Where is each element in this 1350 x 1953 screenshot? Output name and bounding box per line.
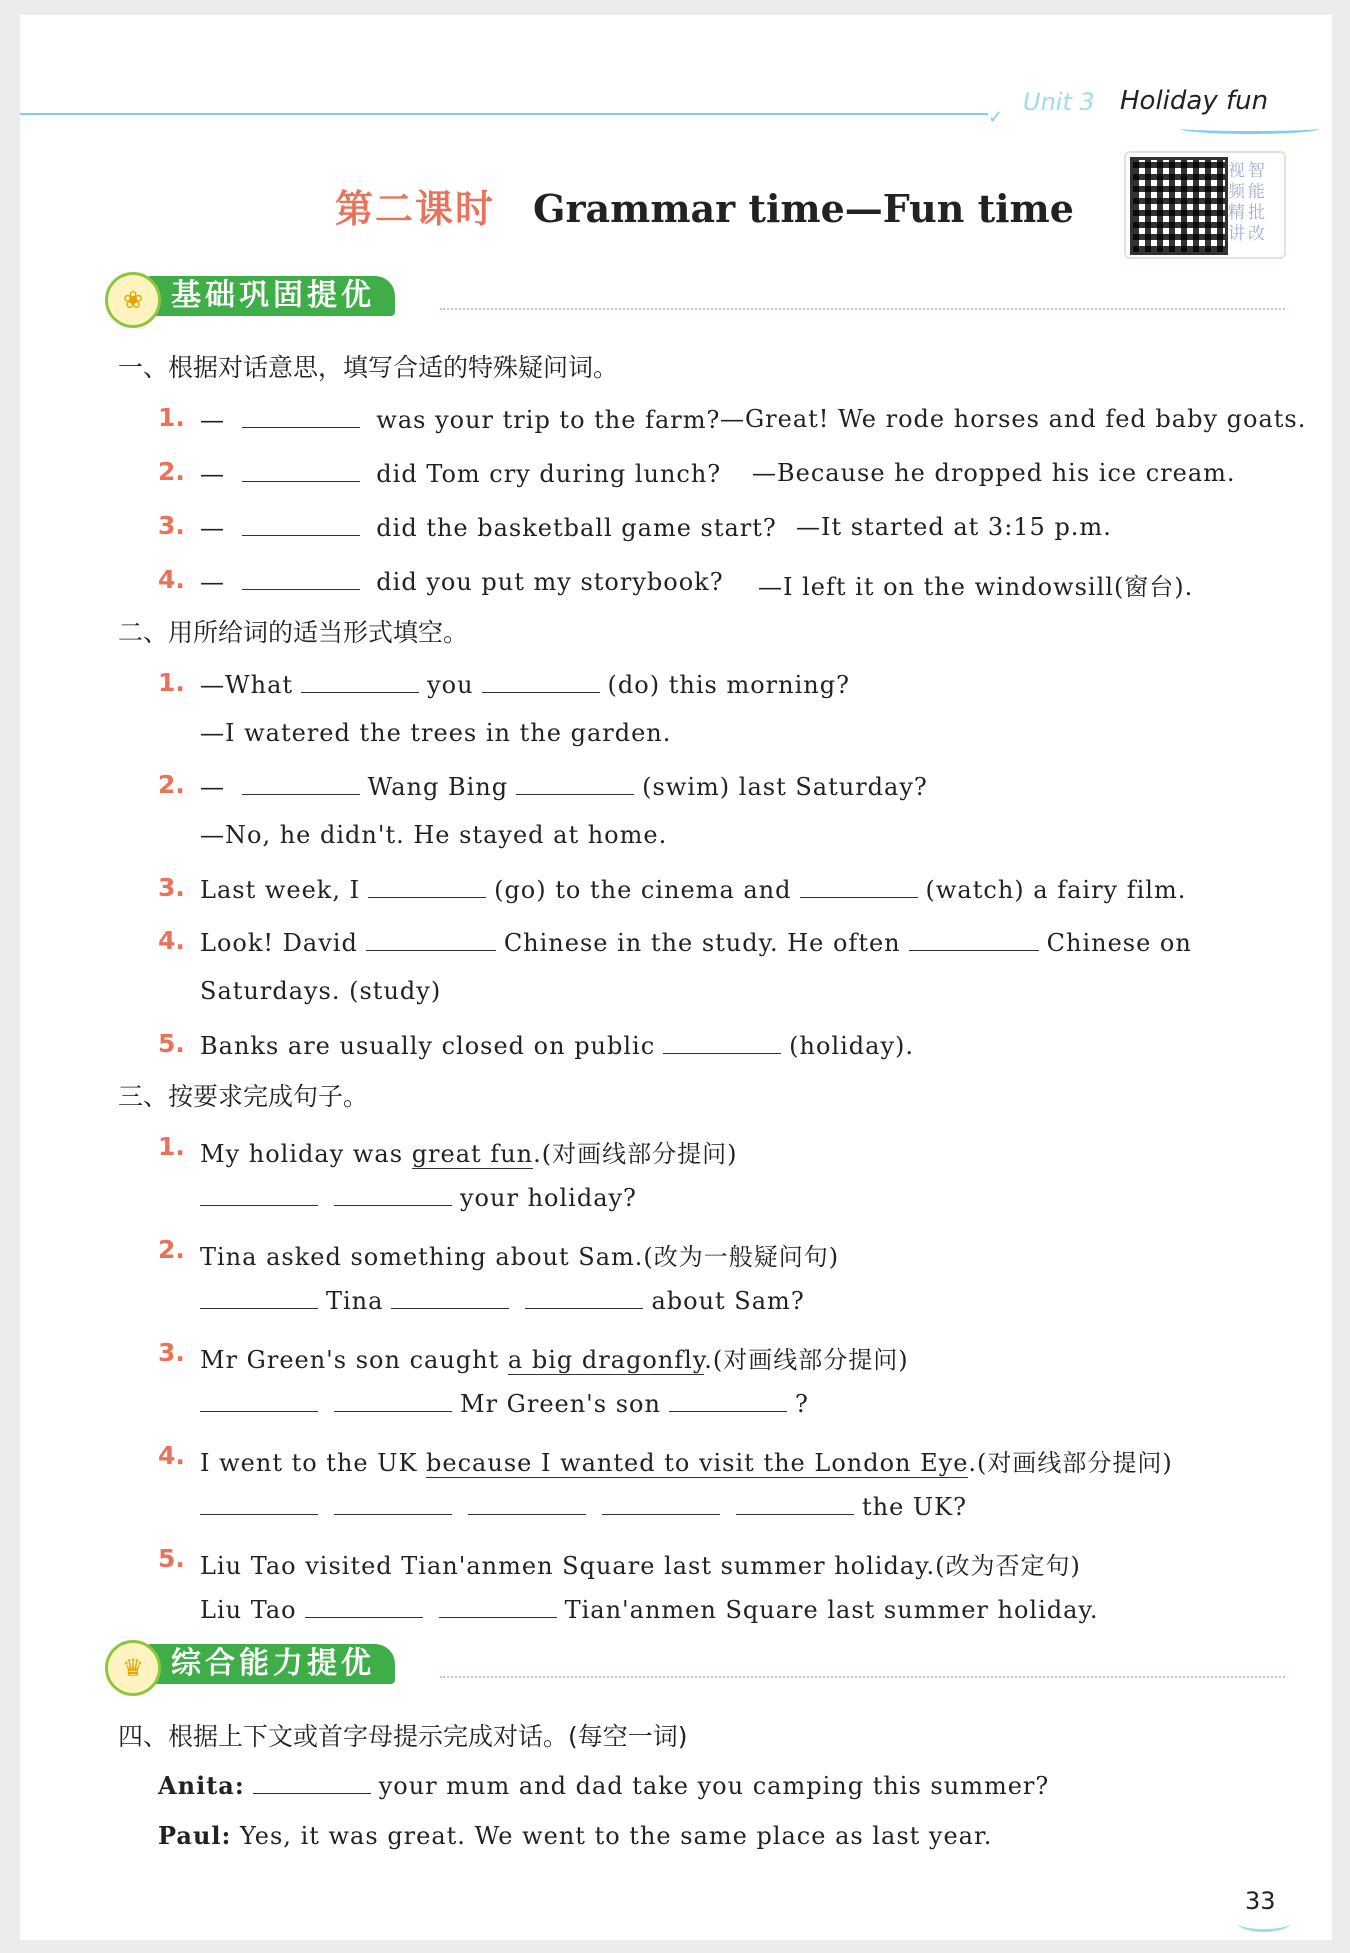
speaker-anita: Anita: xyxy=(158,1771,245,1800)
header-check-icon: ✓ xyxy=(988,107,1004,128)
s1-item4-answer: —I left it on the windowsill(窗台). xyxy=(758,573,1194,601)
banner-basic-label: 基础巩固提优 xyxy=(143,276,395,316)
answer-blank[interactable] xyxy=(200,1389,318,1412)
answer-blank[interactable] xyxy=(909,928,1039,951)
s1-item1-answer: —Great! We rode horses and fed baby goats. xyxy=(720,405,1307,433)
page-number-wave xyxy=(1238,1915,1290,1932)
answer-blank[interactable] xyxy=(242,772,360,795)
underlined-phrase: a big dragonfly xyxy=(507,1346,705,1374)
section4-title: 四、根据上下文或首字母提示完成对话。(每空一词) xyxy=(118,1722,688,1751)
s1-item4-number: 4. xyxy=(158,565,185,594)
s1-item2-number: 2. xyxy=(158,457,185,486)
s1-item2-answer: —Because he dropped his ice cream. xyxy=(752,459,1236,487)
lesson-title-cn: 第二课时 xyxy=(335,186,496,231)
s2-item3: Last week, I (go) to the cinema and (watch) a fairy film. xyxy=(200,876,1187,904)
s3-item5: Liu Tao visited Tian'anmen Square last summer holiday.(改为否定句) xyxy=(200,1552,1081,1580)
answer-blank[interactable] xyxy=(439,1595,557,1618)
s3-item3: Mr Green's son caught a big dragonfly.(对画线部分提问) xyxy=(200,1346,909,1374)
s3-item1-answer: your holiday? xyxy=(192,1183,637,1212)
s2-item3-number: 3. xyxy=(158,873,185,902)
section3-title: 三、按要求完成句子。 xyxy=(118,1082,369,1111)
s1-item2: — did Tom cry during lunch? xyxy=(200,460,722,488)
s3-item4-number: 4. xyxy=(158,1441,185,1470)
banner-divider xyxy=(440,1676,1285,1678)
header-rule xyxy=(20,113,988,115)
s1-item3: — did the basketball game start? xyxy=(200,514,777,542)
s2-item5: Banks are usually closed on public (holiday). xyxy=(200,1032,915,1060)
answer-blank[interactable] xyxy=(334,1183,452,1206)
answer-blank[interactable] xyxy=(253,1771,371,1794)
lesson-title-en: Grammar time—Fun time xyxy=(533,186,1074,231)
s2-item1: —What you (do) this morning? xyxy=(200,671,850,699)
answer-blank[interactable] xyxy=(200,1183,318,1206)
section2-title: 二、用所给词的适当形式填空。 xyxy=(118,618,469,647)
underlined-phrase: because I wanted to visit the London Eye xyxy=(426,1449,969,1477)
dialogue-line-2: Paul: Yes, it was great. We went to the same place as last year. xyxy=(158,1821,993,1850)
s3-item4: I went to the UK because I wanted to visit the London Eye.(对画线部分提问) xyxy=(200,1449,1173,1477)
s3-item3-answer: Mr Green's son ? xyxy=(192,1389,809,1418)
lesson-title xyxy=(335,178,1074,233)
s2-item5-number: 5. xyxy=(158,1029,185,1058)
workbook-page xyxy=(20,15,1332,1940)
s2-item1-reply: —I watered the trees in the garden. xyxy=(200,719,672,747)
s1-item4: — did you put my storybook? xyxy=(200,568,724,596)
s2-item4: Look! David Chinese in the study. He often Chinese on xyxy=(200,929,1192,957)
s1-item3-number: 3. xyxy=(158,511,185,540)
speaker-paul: Paul: xyxy=(158,1821,232,1850)
banner-advanced xyxy=(105,1640,1285,1684)
answer-blank[interactable] xyxy=(391,1286,509,1309)
s3-item5-number: 5. xyxy=(158,1544,185,1573)
s2-item4-number: 4. xyxy=(158,926,185,955)
answer-blank[interactable] xyxy=(200,1492,318,1515)
s3-item2: Tina asked something about Sam.(改为一般疑问句) xyxy=(200,1243,840,1271)
answer-blank[interactable] xyxy=(200,1286,318,1309)
answer-blank[interactable] xyxy=(305,1595,423,1618)
unit-label: Unit 3 xyxy=(1023,88,1095,116)
section1-title: 一、根据对话意思，填写合适的特殊疑问词。 xyxy=(118,353,619,382)
answer-blank[interactable] xyxy=(334,1389,452,1412)
s1-item1: — was your trip to the farm? xyxy=(200,406,721,434)
s1-item1-number: 1. xyxy=(158,403,185,432)
answer-blank[interactable] xyxy=(242,567,360,590)
answer-blank[interactable] xyxy=(368,875,486,898)
banner-divider xyxy=(440,308,1285,310)
answer-blank[interactable] xyxy=(366,928,496,951)
s1-item3-answer: —It started at 3:15 p.m. xyxy=(796,513,1112,541)
trophy-icon: ♛ xyxy=(105,1640,161,1696)
s2-item2-number: 2. xyxy=(158,770,185,799)
s3-item1-number: 1. xyxy=(158,1132,185,1161)
banner-advanced-label: 综合能力提优 xyxy=(143,1644,395,1684)
answer-blank[interactable] xyxy=(800,875,918,898)
answer-blank[interactable] xyxy=(602,1492,720,1515)
answer-blank[interactable] xyxy=(242,459,360,482)
header-wave xyxy=(1180,123,1320,134)
qr-caption: 视智频能精批讲改 xyxy=(1228,161,1268,244)
answer-blank[interactable] xyxy=(736,1492,854,1515)
s3-item3-number: 3. xyxy=(158,1338,185,1367)
answer-blank[interactable] xyxy=(468,1492,586,1515)
answer-blank[interactable] xyxy=(242,513,360,536)
answer-blank[interactable] xyxy=(482,670,600,693)
answer-blank[interactable] xyxy=(663,1031,781,1054)
book-icon: ❀ xyxy=(105,272,161,328)
banner-basic xyxy=(105,272,1285,316)
answer-blank[interactable] xyxy=(301,670,419,693)
dialogue-line-1: Anita: your mum and dad take you camping this summer? xyxy=(158,1771,1050,1800)
unit-title: Holiday fun xyxy=(1120,86,1269,116)
qr-code-icon xyxy=(1130,157,1228,255)
s3-item5-answer: Liu Tao Tian'anmen Square last summer holiday. xyxy=(200,1596,1099,1624)
answer-blank[interactable] xyxy=(334,1492,452,1515)
s3-item2-number: 2. xyxy=(158,1235,185,1264)
s2-item4-cont: Saturdays. (study) xyxy=(200,977,442,1005)
answer-blank[interactable] xyxy=(525,1286,643,1309)
s3-item4-answer: the UK? xyxy=(192,1492,967,1521)
answer-blank[interactable] xyxy=(669,1389,787,1412)
s3-item2-answer: Tina about Sam? xyxy=(192,1286,805,1315)
s2-item2-reply: —No, he didn't. He stayed at home. xyxy=(200,821,668,849)
s2-item1-number: 1. xyxy=(158,668,185,697)
answer-blank[interactable] xyxy=(516,772,634,795)
s2-item2: — Wang Bing (swim) last Saturday? xyxy=(200,773,928,801)
s3-item1: My holiday was great fun.(对画线部分提问) xyxy=(200,1140,738,1168)
page-number: 33 xyxy=(1245,1887,1276,1915)
underlined-phrase: great fun xyxy=(411,1140,534,1168)
answer-blank[interactable] xyxy=(242,405,360,428)
